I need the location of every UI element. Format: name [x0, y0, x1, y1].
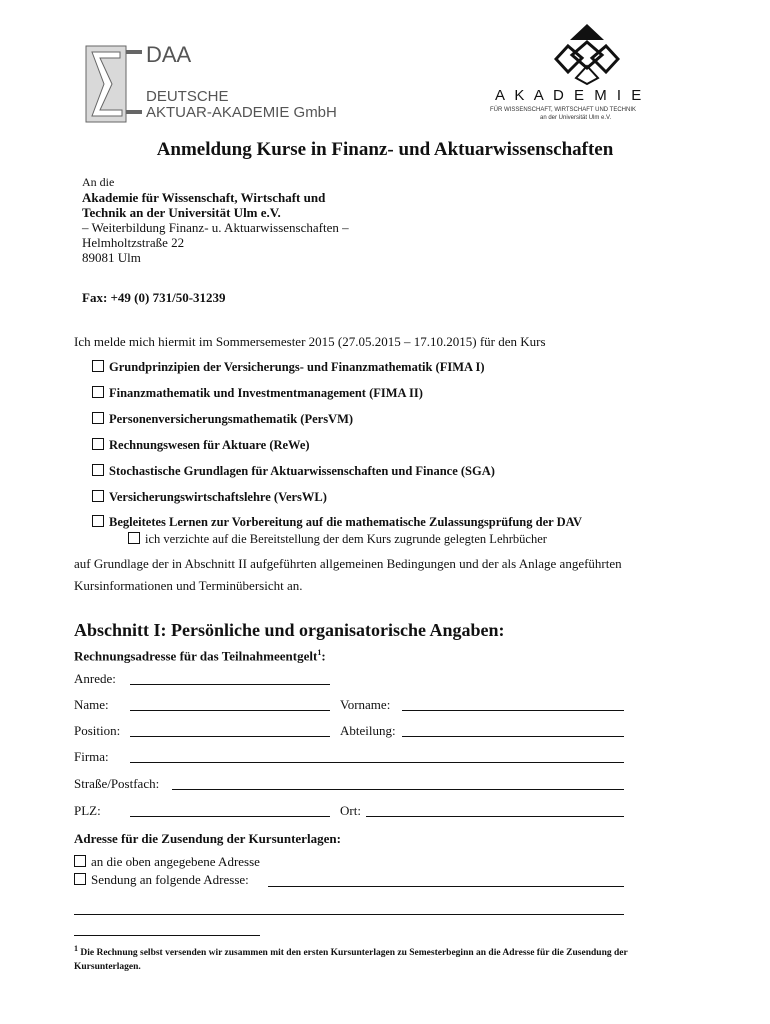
firma-label: Firma: — [74, 749, 109, 764]
daa-logo — [84, 44, 364, 126]
plz-field[interactable] — [130, 816, 330, 817]
vorname-label: Vorname: — [340, 697, 391, 712]
course-option-fima2[interactable]: Finanzmathematik und Investmentmanagement (FIMA II) — [92, 386, 423, 401]
daa-logo-abbr: DAA — [146, 42, 192, 67]
daa-logo-line3: AKTUAR-AKADEMIE GmbH — [146, 104, 337, 121]
address-line-5: Helmholtzstraße 22 — [82, 235, 185, 250]
course-option-rewe[interactable]: Rechnungswesen für Aktuare (ReWe) — [92, 438, 310, 453]
shipping-option-other[interactable]: Sendung an folgende Adresse: — [74, 872, 249, 888]
position-field[interactable] — [130, 736, 330, 737]
sigma-logo-icon — [84, 44, 144, 126]
address-line-1: An die — [82, 175, 115, 189]
course-option-sga[interactable]: Stochastische Grundlagen für Aktuarwissenschaften und Finance (SGA) — [92, 464, 495, 479]
course-option-dav-prep[interactable]: Begleitetes Lernen zur Vorbereitung auf die mathematische Zulassungsprüfung der DAV — [92, 515, 582, 530]
address-line-3: Technik an der Universität Ulm e.V. — [82, 205, 281, 220]
checkbox-icon[interactable] — [92, 360, 104, 372]
checkbox-icon[interactable] — [74, 855, 86, 867]
akademie-logo-sub1: FÜR WISSENSCHAFT, WIRTSCHAFT UND TECHNIK — [490, 107, 637, 113]
abteilung-field[interactable] — [402, 736, 624, 737]
daa-logo-line2: DEUTSCHE — [146, 88, 229, 105]
firma-field[interactable] — [130, 762, 624, 763]
akademie-logo — [490, 22, 690, 122]
checkbox-icon[interactable] — [74, 873, 86, 885]
ort-field[interactable] — [366, 816, 624, 817]
course-option-no-textbooks[interactable]: ich verzichte auf die Bereitstellung der dem Kurs zugrunde gelegten Lehrbücher — [128, 532, 547, 547]
strasse-field[interactable] — [172, 789, 624, 790]
course-option-fima1[interactable]: Grundprinzipien der Versicherungs- und Finanzmathematik (FIMA I) — [92, 360, 485, 375]
shipping-address-field-2[interactable] — [74, 914, 624, 915]
checkbox-icon[interactable] — [92, 490, 104, 502]
checkbox-icon[interactable] — [92, 515, 104, 527]
checkbox-icon[interactable] — [92, 412, 104, 424]
position-label: Position: — [74, 723, 121, 738]
checkbox-icon[interactable] — [92, 386, 104, 398]
billing-heading: Rechnungsadresse für das Teilnahmeentgelt$^1$: — [74, 648, 326, 664]
name-label: Name: — [74, 697, 109, 712]
shipping-address-field[interactable] — [268, 886, 624, 887]
footnote: $^1$ Die Rechnung selbst versenden wir zusammen mit den ersten Kursunterlagen zu Semesterbeginn an die Adresse für die Zusendung der Kursunterlagen. — [74, 944, 628, 973]
anrede-field[interactable] — [130, 684, 330, 685]
checkbox-icon[interactable] — [128, 532, 140, 544]
page-title: Anmeldung Kurse in Finanz- und Aktuarwissenschaften — [156, 139, 614, 160]
checkbox-icon[interactable] — [92, 464, 104, 476]
akademie-logo-name: A K A D E M I E — [495, 87, 645, 104]
address-line-4: – Weiterbildung Finanz- u. Aktuarwissenschaften – — [82, 220, 349, 235]
shipping-option-same[interactable]: an die oben angegebene Adresse — [74, 854, 260, 870]
shipping-heading: Adresse für die Zusendung der Kursunterlagen: — [74, 831, 341, 846]
vorname-field[interactable] — [402, 710, 624, 711]
strasse-label: Straße/Postfach: — [74, 776, 160, 791]
akademie-emblem-icon — [554, 22, 620, 86]
akademie-logo-sub2: an der Universität Ulm e.V. — [540, 115, 612, 121]
plz-label: PLZ: — [74, 803, 101, 818]
abteilung-label: Abteilung: — [340, 723, 396, 738]
conditions-text-1: auf Grundlage der in Abschnitt II aufgeführten allgemeinen Bedingungen und der als Anlage angeführten — [74, 556, 622, 571]
footnote-rule — [74, 935, 260, 936]
checkbox-icon[interactable] — [92, 438, 104, 450]
ort-label: Ort: — [340, 803, 361, 818]
section-1-heading: Abschnitt I: Persönliche und organisatorische Angaben: — [74, 620, 505, 640]
fax-number: Fax: +49 (0) 731/50-31239 — [82, 290, 226, 305]
course-option-verswl[interactable]: Versicherungswirtschaftslehre (VersWL) — [92, 490, 327, 505]
address-line-6: 89081 Ulm — [82, 250, 141, 265]
name-field[interactable] — [130, 710, 330, 711]
anrede-label: Anrede: — [74, 671, 116, 686]
course-option-persvm[interactable]: Personenversicherungsmathematik (PersVM) — [92, 412, 353, 427]
intro-text: Ich melde mich hiermit im Sommersemester 2015 (27.05.2015 – 17.10.2015) für den Kurs — [74, 334, 546, 349]
address-line-2: Akademie für Wissenschaft, Wirtschaft und — [82, 190, 326, 205]
conditions-text-2: Kursinformationen und Terminübersicht an. — [74, 578, 303, 593]
